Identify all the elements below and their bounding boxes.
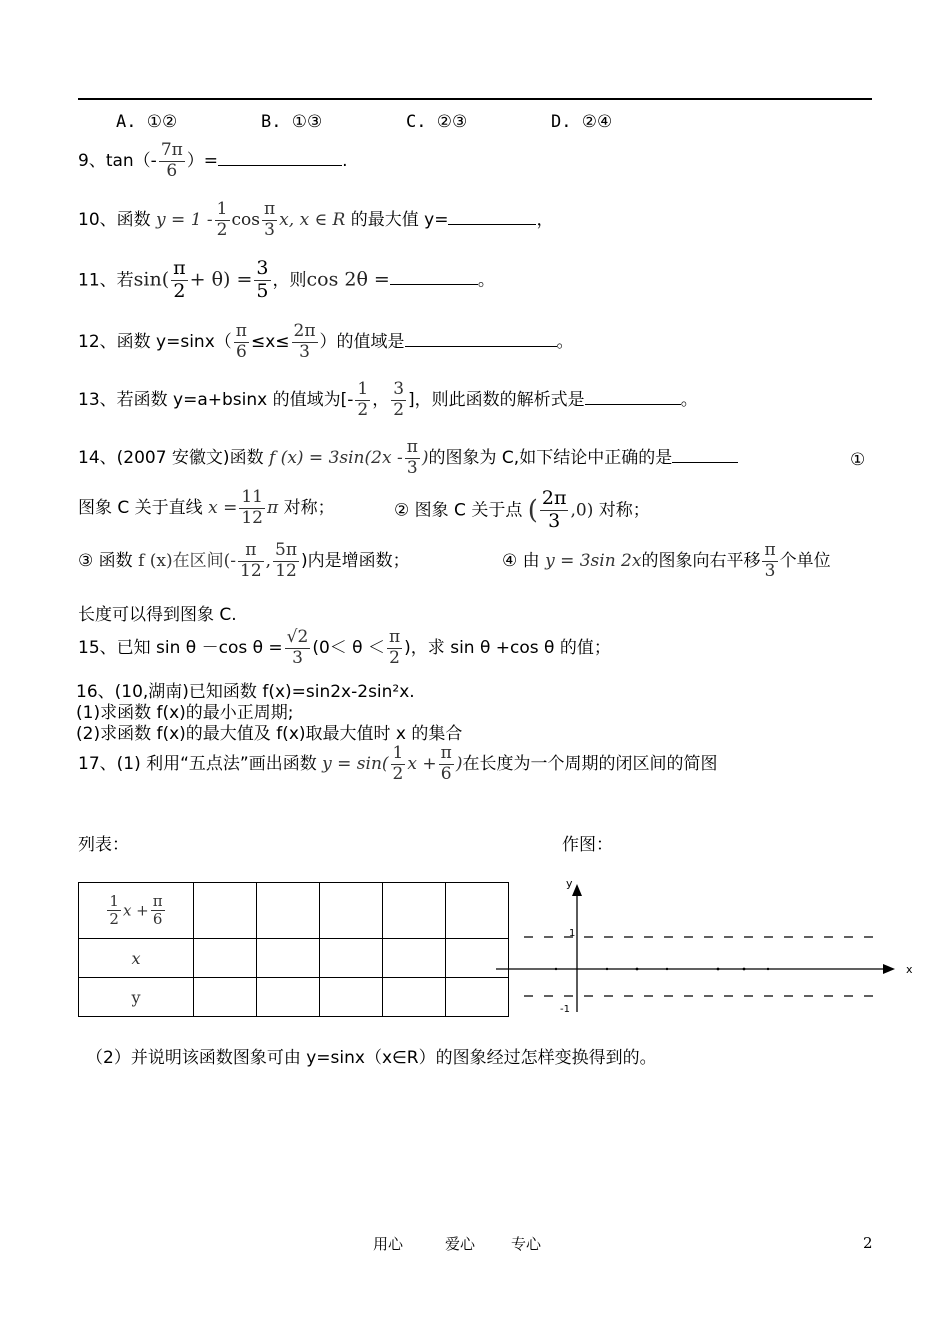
five-point-table [78,882,509,1017]
y-axis-arrow-icon [572,884,582,896]
q17-pi-den: 6 [440,763,452,784]
q14-s2-den: 3 [548,509,561,532]
q13-prefix: 13、若函数 y=a+bsinx 的值域为[- [78,390,354,411]
q10-suffix: 的最大值 y= [350,210,449,231]
q14-s1-den: 12 [241,507,263,528]
q17-part2: （2）并说明该函数图象可由 y=sinx（x∈R）的图象经过怎样变换得到的。 [86,1048,657,1068]
table-cell[interactable] [320,978,383,1017]
question-12 [78,322,574,362]
q14-s3-l-den: 12 [240,560,262,581]
table-cell[interactable] [320,883,383,939]
q11-r-num: 3 [256,257,269,279]
q14-s1-num: 11 [241,487,263,507]
q14-s3-l-num: π [238,541,264,562]
table-row [79,978,509,1017]
choice-d: D. ②④ [551,112,613,132]
q14-statement-1 [78,488,335,528]
tick-label-neg: -1 [560,1004,570,1015]
axis-dot [717,968,720,971]
q13-end: 。 [680,390,698,411]
top-rule [78,98,872,100]
page-number: 2 [863,1234,873,1252]
q9-den: 6 [166,160,178,181]
table-cell[interactable] [383,939,446,978]
q11-r-den: 5 [256,279,269,302]
q14-s2-prefix: ② 图象 C 关于点 [394,500,523,521]
q9-end: . [342,151,348,172]
q13-r-num: 3 [393,379,405,399]
q14-s1-pi: π [266,498,279,519]
q14-expr-a: f (x) = 3sin(2x - [268,448,403,469]
q17-h-num: 1 [392,743,404,763]
q16-line1: 16、(10,湖南)已知函数 f(x)=sin2x-2sin²x. [76,682,415,702]
table-header-cell [79,883,194,939]
q13-suffix: ]，则此函数的解析式是 [408,390,585,411]
q14-s3-r-num: 5π [275,540,298,560]
q14-statement-3 [78,541,410,581]
table-cell[interactable] [320,939,383,978]
table-header-cell: y [79,978,194,1017]
q14-s1-suffix: 对称； [283,498,335,519]
q11-pi-den: 2 [173,279,186,302]
q14-pi-den: 3 [406,457,418,478]
table-pi-den: 6 [152,910,163,928]
q14-statement-4 [502,541,831,581]
question-17 [78,744,717,784]
q9-num: 7π [160,140,183,160]
q10-pi-den: 3 [264,219,275,240]
q14-statement-4-line2: 长度可以得到图象 C. [78,605,237,625]
table-cell[interactable] [194,939,257,978]
axis-dot [666,968,668,970]
q14-answer-blank[interactable] [672,446,738,463]
q14-mark-1: ① [850,450,866,470]
q14-s3-suffix: )内是增函数； [301,551,410,572]
table-cell[interactable] [194,883,257,939]
question-14 [78,438,738,478]
q17-h-den: 2 [392,763,404,784]
table-label: 列表： [78,835,129,855]
choice-a: A. ①② [116,112,178,132]
q10-answer-blank[interactable] [448,208,536,225]
question-10 [78,200,553,240]
question-9 [78,141,347,181]
q11-prefix: 11、若 [78,270,134,291]
table-row [79,883,509,939]
q14-s3-prefix: ③ 函数 [78,551,133,572]
q14-s4-mid: 的图象向右平移 [641,551,761,572]
question-16 [76,682,462,745]
q10-expr-b: cos [231,210,260,231]
table-cell[interactable] [194,978,257,1017]
choice-c: C. ②③ [406,112,468,132]
table-cell[interactable] [257,939,320,978]
q14-s1-expr: x = [208,498,238,519]
x-axis-arrow-icon [883,964,895,974]
table-row1-x: x + [122,901,149,919]
table-cell[interactable] [257,883,320,939]
q13-l-num: 1 [357,379,369,399]
q12-answer-blank[interactable] [405,330,557,347]
footer-text-1: 用心 [373,1235,404,1253]
q14-s4-num: π [764,540,776,560]
q15-num: √2 [286,627,309,647]
q11-sin: sin( [133,268,170,291]
q10-expr-a: y = 1 - [156,210,213,231]
table-cell[interactable] [257,978,320,1017]
table-h-den: 2 [109,910,119,928]
question-13 [78,380,698,420]
q17-suffix: 在长度为一个周期的闭区间的简图 [462,754,718,775]
q15-suffix: )，求 sin θ +cos θ 的值； [404,638,611,659]
q14-s2-num: 2π [541,487,567,509]
q14-s4-expr: y = 3sin 2x [545,551,642,572]
q15-r-den: 2 [389,647,400,668]
q13-answer-blank[interactable] [585,388,681,405]
q14-suffix: 的图象为 C,如下结论中正确的是 [428,448,673,469]
q14-s2-rparen: ,0) [570,500,594,521]
q10-pi-num: π [263,199,276,219]
q10-expr-c: x, x ∈ R [279,210,346,231]
q14-prefix: 14、(2007 安徽文)函数 [78,448,264,469]
q14-statement-2 [394,488,650,533]
table-pi-num: π [152,891,163,910]
choice-b: B. ①③ [261,112,323,132]
q14-s3-comma: , [265,551,272,572]
q14-pi-num: π [406,437,418,457]
q17-expr-b: x + [407,754,437,775]
q13-l-den: 2 [357,399,369,420]
q10-end: ， [536,210,554,231]
axis-dot [555,968,557,970]
q15-mid: (0＜ θ ＜ [312,638,385,659]
table-row [79,939,509,978]
q9-suffix: ）= [186,151,219,172]
q14-expr-b: ) [421,448,429,469]
q10-half-num: 1 [216,199,228,219]
table-cell[interactable] [383,978,446,1017]
y-axis-label: y [566,877,573,890]
axis-dot [606,968,608,970]
q14-s1-prefix: 图象 C 关于直线 [78,498,203,519]
q15-r-num: π [388,627,401,647]
q17-expr-a: y = sin( [322,754,389,775]
table-cell[interactable] [383,883,446,939]
q9-answer-blank[interactable] [218,149,342,166]
axis-dot [743,968,746,971]
q11-mid: + θ) = [189,268,253,291]
axis-dot [767,968,769,970]
q13-r-den: 2 [393,399,405,420]
q14-s2-lparen: ( [527,495,538,526]
q14-s3-r-den: 12 [275,560,297,581]
q14-s4-prefix: ④ 由 [502,551,540,572]
axis-dot [636,968,639,971]
q14-s3-expr: f (x)在区间(- [138,551,236,572]
q12-r-num: 2π [293,321,316,341]
q13-comma: ， [372,390,390,411]
q12-end: 。 [556,332,574,353]
q17-expr-c: ) [455,754,463,775]
table-header-cell: x [79,939,194,978]
q16-line2: (1)求函数 f(x)的最小正周期; [76,703,294,723]
x-axis-label: x [906,963,913,976]
q14-s2-suffix: 对称； [598,500,650,521]
q11-answer-blank[interactable] [390,268,478,285]
question-11 [78,258,495,303]
q14-s4-suffix: 个单位 [779,551,831,572]
q15-prefix: 15、已知 sin θ －cos θ = [78,638,283,659]
q12-l-den: 6 [235,341,247,362]
q11-suffix: ，则 [272,270,307,291]
q11-cos: cos 2θ = [306,268,390,291]
blank-coordinate-graph[interactable] [490,872,930,1022]
table-h-num: 1 [109,891,119,910]
q17-pi-num: π [440,743,452,763]
q10-half-den: 2 [216,219,228,240]
q11-pi-num: π [173,257,186,279]
q12-l-num: π [235,321,247,341]
tick-label-pos: 1 [569,928,576,939]
q12-mid: ≤x≤ [250,332,290,353]
q12-prefix: 12、函数 y=sinx（ [78,332,232,353]
q14-s4-den: 3 [764,560,776,581]
q12-r-den: 3 [299,341,310,362]
q10-prefix: 10、函数 [78,210,151,231]
footer-text-2: 爱心 [445,1235,476,1253]
q12-suffix: ）的值域是 [319,332,405,353]
q11-end: 。 [477,270,495,291]
footer-text-3: 专心 [511,1235,542,1253]
q9-prefix: 9、tan（- [78,151,157,172]
q15-den: 3 [292,647,303,668]
question-15 [78,628,611,668]
graph-label: 作图： [562,835,613,855]
q17-prefix: 17、(1) 利用“五点法”画出函数 [78,754,317,775]
q16-line3: (2)求函数 f(x)的最大值及 f(x)取最大值时 x 的集合 [76,724,463,744]
